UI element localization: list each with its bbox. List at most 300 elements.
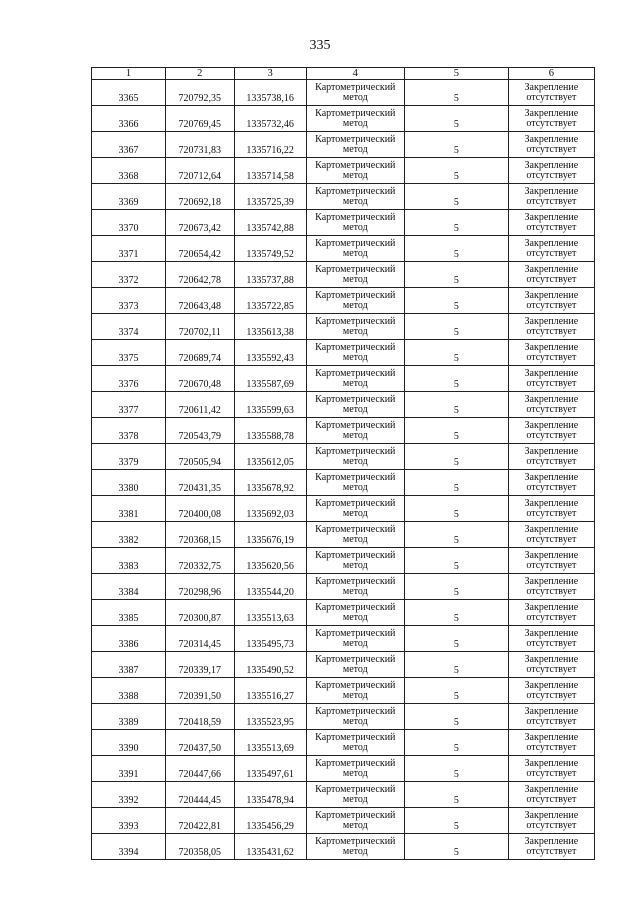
accuracy-cell: 5 (405, 210, 509, 236)
fixing-cell (508, 782, 594, 808)
accuracy-cell: 5 (405, 262, 509, 288)
fixing-cell (508, 366, 594, 392)
accuracy-cell: 5 (405, 652, 509, 678)
method-cell-line1: Картометрический (315, 705, 396, 717)
accuracy-cell: 5 (405, 574, 509, 600)
fixing-cell (508, 444, 594, 470)
accuracy-cell: 5 (405, 808, 509, 834)
method-cell (306, 808, 405, 834)
accuracy-cell: 5 (405, 418, 509, 444)
y-coordinate-cell: 1335742,88 (234, 210, 306, 236)
method-cell-line1: Картометрический (315, 237, 396, 249)
point-number-cell: 3390 (92, 730, 166, 756)
x-coordinate-cell: 720400,08 (165, 496, 234, 522)
table-row (92, 392, 595, 418)
method-cell (306, 236, 405, 262)
fixing-cell-line2: отсутствует (526, 637, 577, 649)
x-coordinate-cell: 720505,94 (165, 444, 234, 470)
fixing-cell (508, 496, 594, 522)
fixing-cell-line2: отсутствует (526, 611, 577, 623)
method-cell-line2: метод (342, 221, 368, 233)
fixing-cell (508, 340, 594, 366)
method-cell-line2: метод (342, 299, 368, 311)
method-cell-line2: метод (342, 819, 368, 831)
fixing-cell-line2: отсутствует (526, 533, 577, 545)
x-coordinate-cell: 720643,48 (165, 288, 234, 314)
point-number-cell: 3382 (92, 522, 166, 548)
table-row (92, 262, 595, 288)
fixing-cell-line1: Закрепление (524, 705, 579, 717)
accuracy-cell: 5 (405, 548, 509, 574)
accuracy-cell: 5 (405, 626, 509, 652)
accuracy-cell: 5 (405, 340, 509, 366)
fixing-cell-line1: Закрепление (524, 731, 579, 743)
y-coordinate-cell: 1335588,78 (234, 418, 306, 444)
table-row (92, 106, 595, 132)
method-cell-line1: Картометрический (315, 107, 396, 119)
column-header-5: 5 (405, 68, 509, 80)
x-coordinate-cell: 720300,87 (165, 600, 234, 626)
fixing-cell-line1: Закрепление (524, 341, 579, 353)
table-row (92, 756, 595, 782)
fixing-cell-line1: Закрепление (524, 237, 579, 249)
fixing-cell (508, 626, 594, 652)
method-cell-line2: метод (342, 715, 368, 727)
method-cell-line2: метод (342, 273, 368, 285)
method-cell (306, 834, 405, 860)
method-cell (306, 418, 405, 444)
fixing-cell-line1: Закрепление (524, 81, 579, 93)
fixing-cell-line1: Закрепление (524, 835, 579, 847)
x-coordinate-cell: 720611,42 (165, 392, 234, 418)
accuracy-cell: 5 (405, 288, 509, 314)
fixing-cell-line1: Закрепление (524, 211, 579, 223)
x-coordinate-cell: 720712,64 (165, 158, 234, 184)
x-coordinate-cell: 720792,35 (165, 80, 234, 106)
point-number-cell: 3392 (92, 782, 166, 808)
y-coordinate-cell: 1335587,69 (234, 366, 306, 392)
column-header-2: 2 (165, 68, 234, 80)
fixing-cell (508, 730, 594, 756)
y-coordinate-cell: 1335516,27 (234, 678, 306, 704)
x-coordinate-cell: 720673,42 (165, 210, 234, 236)
y-coordinate-cell: 1335737,88 (234, 262, 306, 288)
method-cell (306, 652, 405, 678)
header-row (92, 68, 595, 80)
method-cell (306, 132, 405, 158)
point-number-cell: 3369 (92, 184, 166, 210)
column-header-4: 4 (306, 68, 405, 80)
method-cell (306, 210, 405, 236)
x-coordinate-cell: 720422,81 (165, 808, 234, 834)
y-coordinate-cell: 1335722,85 (234, 288, 306, 314)
fixing-cell (508, 314, 594, 340)
y-coordinate-cell: 1335592,43 (234, 340, 306, 366)
method-cell-line1: Картометрический (315, 211, 396, 223)
method-cell (306, 574, 405, 600)
y-coordinate-cell: 1335599,63 (234, 392, 306, 418)
fixing-cell-line1: Закрепление (524, 575, 579, 587)
y-coordinate-cell: 1335738,16 (234, 80, 306, 106)
fixing-cell (508, 704, 594, 730)
accuracy-cell: 5 (405, 704, 509, 730)
fixing-cell-line1: Закрепление (524, 757, 579, 769)
accuracy-cell: 5 (405, 600, 509, 626)
table-row (92, 730, 595, 756)
method-cell-line2: метод (342, 845, 368, 857)
fixing-cell (508, 132, 594, 158)
page-number: 335 (309, 38, 331, 53)
fixing-cell-line2: отсутствует (526, 507, 577, 519)
fixing-cell-line1: Закрепление (524, 471, 579, 483)
method-cell-line2: метод (342, 767, 368, 779)
table-row (92, 158, 595, 184)
method-cell-line2: метод (342, 429, 368, 441)
method-cell (306, 730, 405, 756)
accuracy-cell: 5 (405, 236, 509, 262)
table-row (92, 808, 595, 834)
method-cell-line1: Картометрический (315, 731, 396, 743)
table-row (92, 600, 595, 626)
column-header-3: 3 (234, 68, 306, 80)
table-row (92, 366, 595, 392)
method-cell-line2: метод (342, 559, 368, 571)
method-cell-line2: метод (342, 325, 368, 337)
fixing-cell-line2: отсутствует (526, 351, 577, 363)
fixing-cell (508, 418, 594, 444)
table-row (92, 782, 595, 808)
method-cell (306, 288, 405, 314)
fixing-cell-line2: отсутствует (526, 143, 577, 155)
column-header-6: 6 (508, 68, 594, 80)
method-cell (306, 756, 405, 782)
x-coordinate-cell: 720358,05 (165, 834, 234, 860)
fixing-cell-line1: Закрепление (524, 419, 579, 431)
point-number-cell: 3378 (92, 418, 166, 444)
method-cell-line1: Картометрический (315, 289, 396, 301)
method-cell (306, 314, 405, 340)
table-body (92, 80, 595, 860)
point-number-cell: 3368 (92, 158, 166, 184)
method-cell (306, 80, 405, 106)
x-coordinate-cell: 720444,45 (165, 782, 234, 808)
fixing-cell-line2: отсутствует (526, 767, 577, 779)
fixing-cell (508, 80, 594, 106)
point-number-cell: 3376 (92, 366, 166, 392)
accuracy-cell: 5 (405, 106, 509, 132)
accuracy-cell: 5 (405, 184, 509, 210)
point-number-cell: 3394 (92, 834, 166, 860)
y-coordinate-cell: 1335478,94 (234, 782, 306, 808)
method-cell-line1: Картометрический (315, 757, 396, 769)
fixing-cell (508, 288, 594, 314)
method-cell-line1: Картометрический (315, 81, 396, 93)
method-cell (306, 262, 405, 288)
accuracy-cell: 5 (405, 834, 509, 860)
fixing-cell-line2: отсутствует (526, 845, 577, 857)
y-coordinate-cell: 1335749,52 (234, 236, 306, 262)
x-coordinate-cell: 720702,11 (165, 314, 234, 340)
fixing-cell-line2: отсутствует (526, 299, 577, 311)
y-coordinate-cell: 1335716,22 (234, 132, 306, 158)
table-row (92, 522, 595, 548)
fixing-cell-line1: Закрепление (524, 627, 579, 639)
method-cell-line2: метод (342, 91, 368, 103)
method-cell-line2: метод (342, 195, 368, 207)
method-cell-line2: метод (342, 507, 368, 519)
method-cell-line2: метод (342, 741, 368, 753)
method-cell-line1: Картометрический (315, 445, 396, 457)
point-number-cell: 3377 (92, 392, 166, 418)
y-coordinate-cell: 1335513,63 (234, 600, 306, 626)
method-cell-line1: Картометрический (315, 549, 396, 561)
method-cell-line1: Картометрический (315, 497, 396, 509)
y-coordinate-cell: 1335725,39 (234, 184, 306, 210)
fixing-cell-line2: отсутствует (526, 715, 577, 727)
x-coordinate-cell: 720431,35 (165, 470, 234, 496)
accuracy-cell: 5 (405, 366, 509, 392)
method-cell-line2: метод (342, 637, 368, 649)
fixing-cell-line2: отсутствует (526, 455, 577, 467)
fixing-cell (508, 652, 594, 678)
table-row (92, 496, 595, 522)
method-cell-line2: метод (342, 455, 368, 467)
y-coordinate-cell: 1335692,03 (234, 496, 306, 522)
method-cell (306, 444, 405, 470)
y-coordinate-cell: 1335456,29 (234, 808, 306, 834)
fixing-cell-line2: отсутствует (526, 663, 577, 675)
accuracy-cell: 5 (405, 756, 509, 782)
method-cell-line2: метод (342, 585, 368, 597)
method-cell-line1: Картометрический (315, 627, 396, 639)
method-cell-line1: Картометрический (315, 601, 396, 613)
table-row (92, 210, 595, 236)
fixing-cell-line1: Закрепление (524, 549, 579, 561)
fixing-cell-line1: Закрепление (524, 653, 579, 665)
fixing-cell-line1: Закрепление (524, 497, 579, 509)
method-cell (306, 496, 405, 522)
fixing-cell-line2: отсутствует (526, 819, 577, 831)
method-cell (306, 600, 405, 626)
y-coordinate-cell: 1335523,95 (234, 704, 306, 730)
method-cell (306, 340, 405, 366)
point-number-cell: 3385 (92, 600, 166, 626)
fixing-cell (508, 600, 594, 626)
fixing-cell (508, 106, 594, 132)
x-coordinate-cell: 720314,45 (165, 626, 234, 652)
method-cell (306, 106, 405, 132)
point-number-cell: 3367 (92, 132, 166, 158)
x-coordinate-cell: 720339,17 (165, 652, 234, 678)
method-cell-line1: Картометрический (315, 393, 396, 405)
table-row (92, 314, 595, 340)
fixing-cell-line2: отсутствует (526, 741, 577, 753)
fixing-cell-line2: отсутствует (526, 91, 577, 103)
method-cell (306, 158, 405, 184)
fixing-cell-line2: отсутствует (526, 195, 577, 207)
method-cell-line1: Картометрический (315, 419, 396, 431)
accuracy-cell: 5 (405, 470, 509, 496)
fixing-cell (508, 808, 594, 834)
table-row (92, 418, 595, 444)
point-number-cell: 3388 (92, 678, 166, 704)
fixing-cell-line2: отсутствует (526, 221, 577, 233)
point-number-cell: 3380 (92, 470, 166, 496)
method-cell-line1: Картометрический (315, 263, 396, 275)
method-cell (306, 184, 405, 210)
x-coordinate-cell: 720447,66 (165, 756, 234, 782)
fixing-cell-line1: Закрепление (524, 159, 579, 171)
y-coordinate-cell: 1335495,73 (234, 626, 306, 652)
point-number-cell: 3379 (92, 444, 166, 470)
point-number-cell: 3383 (92, 548, 166, 574)
accuracy-cell: 5 (405, 132, 509, 158)
point-number-cell: 3386 (92, 626, 166, 652)
y-coordinate-cell: 1335612,05 (234, 444, 306, 470)
x-coordinate-cell: 720654,42 (165, 236, 234, 262)
column-header-1: 1 (92, 68, 166, 80)
y-coordinate-cell: 1335676,19 (234, 522, 306, 548)
fixing-cell (508, 574, 594, 600)
method-cell-line1: Картометрический (315, 653, 396, 665)
fixing-cell-line1: Закрепление (524, 315, 579, 327)
table-row (92, 288, 595, 314)
method-cell-line1: Картометрический (315, 575, 396, 587)
x-coordinate-cell: 720391,50 (165, 678, 234, 704)
table-row (92, 340, 595, 366)
fixing-cell-line2: отсутствует (526, 585, 577, 597)
method-cell-line1: Картометрический (315, 471, 396, 483)
fixing-cell (508, 210, 594, 236)
table-row (92, 444, 595, 470)
x-coordinate-cell: 720731,83 (165, 132, 234, 158)
y-coordinate-cell: 1335714,58 (234, 158, 306, 184)
method-cell-line2: метод (342, 689, 368, 701)
method-cell-line2: метод (342, 117, 368, 129)
method-cell-line1: Картометрический (315, 809, 396, 821)
method-cell-line2: метод (342, 351, 368, 363)
point-number-cell: 3371 (92, 236, 166, 262)
fixing-cell-line1: Закрепление (524, 289, 579, 301)
fixing-cell-line1: Закрепление (524, 393, 579, 405)
table-row (92, 834, 595, 860)
table-row (92, 548, 595, 574)
fixing-cell-line2: отсутствует (526, 325, 577, 337)
table-row (92, 574, 595, 600)
accuracy-cell: 5 (405, 678, 509, 704)
fixing-cell-line2: отсутствует (526, 247, 577, 259)
fixing-cell (508, 548, 594, 574)
y-coordinate-cell: 1335490,52 (234, 652, 306, 678)
point-number-cell: 3366 (92, 106, 166, 132)
method-cell (306, 392, 405, 418)
method-cell-line2: метод (342, 793, 368, 805)
y-coordinate-cell: 1335497,61 (234, 756, 306, 782)
table-row (92, 80, 595, 106)
x-coordinate-cell: 720769,45 (165, 106, 234, 132)
point-number-cell: 3381 (92, 496, 166, 522)
table-row (92, 678, 595, 704)
method-cell-line2: метод (342, 533, 368, 545)
fixing-cell (508, 262, 594, 288)
fixing-cell-line1: Закрепление (524, 107, 579, 119)
fixing-cell (508, 392, 594, 418)
method-cell (306, 548, 405, 574)
accuracy-cell: 5 (405, 730, 509, 756)
y-coordinate-cell: 1335544,20 (234, 574, 306, 600)
fixing-cell-line1: Закрепление (524, 783, 579, 795)
fixing-cell-line2: отсутствует (526, 793, 577, 805)
fixing-cell (508, 834, 594, 860)
method-cell (306, 678, 405, 704)
method-cell-line2: метод (342, 169, 368, 181)
y-coordinate-cell: 1335613,38 (234, 314, 306, 340)
x-coordinate-cell: 720692,18 (165, 184, 234, 210)
fixing-cell (508, 678, 594, 704)
fixing-cell-line2: отсутствует (526, 429, 577, 441)
accuracy-cell: 5 (405, 444, 509, 470)
method-cell-line1: Картометрический (315, 133, 396, 145)
method-cell (306, 470, 405, 496)
x-coordinate-cell: 720642,78 (165, 262, 234, 288)
method-cell-line2: метод (342, 611, 368, 623)
point-number-cell: 3375 (92, 340, 166, 366)
x-coordinate-cell: 720689,74 (165, 340, 234, 366)
fixing-cell (508, 522, 594, 548)
fixing-cell-line1: Закрепление (524, 523, 579, 535)
y-coordinate-cell: 1335678,92 (234, 470, 306, 496)
y-coordinate-cell: 1335732,46 (234, 106, 306, 132)
fixing-cell-line1: Закрепление (524, 809, 579, 821)
fixing-cell-line1: Закрепление (524, 601, 579, 613)
method-cell (306, 522, 405, 548)
fixing-cell-line1: Закрепление (524, 445, 579, 457)
fixing-cell-line1: Закрепление (524, 185, 579, 197)
method-cell-line2: метод (342, 247, 368, 259)
method-cell-line1: Картометрический (315, 315, 396, 327)
method-cell-line1: Картометрический (315, 367, 396, 379)
y-coordinate-cell: 1335431,62 (234, 834, 306, 860)
x-coordinate-cell: 720368,15 (165, 522, 234, 548)
fixing-cell-line2: отсутствует (526, 481, 577, 493)
x-coordinate-cell: 720298,96 (165, 574, 234, 600)
fixing-cell (508, 236, 594, 262)
x-coordinate-cell: 720332,75 (165, 548, 234, 574)
point-number-cell: 3387 (92, 652, 166, 678)
accuracy-cell: 5 (405, 158, 509, 184)
fixing-cell-line2: отсутствует (526, 117, 577, 129)
method-cell-line2: метод (342, 663, 368, 675)
table-row (92, 132, 595, 158)
fixing-cell-line1: Закрепление (524, 263, 579, 275)
accuracy-cell: 5 (405, 522, 509, 548)
method-cell-line1: Картометрический (315, 783, 396, 795)
point-number-cell: 3365 (92, 80, 166, 106)
point-number-cell: 3384 (92, 574, 166, 600)
fixing-cell-line2: отсутствует (526, 169, 577, 181)
x-coordinate-cell: 720670,48 (165, 366, 234, 392)
y-coordinate-cell: 1335620,56 (234, 548, 306, 574)
fixing-cell-line2: отсутствует (526, 559, 577, 571)
fixing-cell (508, 184, 594, 210)
fixing-cell (508, 158, 594, 184)
fixing-cell (508, 756, 594, 782)
method-cell-line1: Картометрический (315, 185, 396, 197)
accuracy-cell: 5 (405, 392, 509, 418)
point-number-cell: 3391 (92, 756, 166, 782)
x-coordinate-cell: 720543,79 (165, 418, 234, 444)
accuracy-cell: 5 (405, 782, 509, 808)
